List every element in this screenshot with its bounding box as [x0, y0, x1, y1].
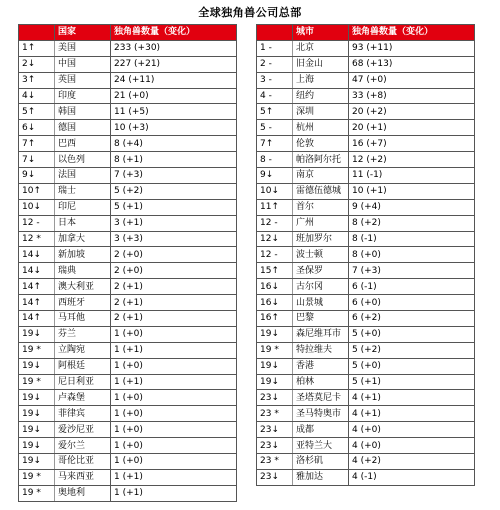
table-row: [19, 438, 237, 454]
table-row: [257, 120, 475, 136]
count-cell: 5 (+0): [349, 326, 475, 342]
table-row: [19, 263, 237, 279]
name-cell: 巴黎: [293, 311, 349, 327]
rank-cell: 19 *: [19, 342, 55, 358]
rank-cell: 19↓: [19, 454, 55, 470]
rank-cell: 19↓: [19, 326, 55, 342]
count-cell: 47 (+0): [349, 72, 475, 88]
rank-cell: 19↓: [19, 358, 55, 374]
rank-cell: 19 *: [19, 485, 55, 501]
table-row: [19, 469, 237, 485]
count-cell: 2 (+0): [111, 263, 237, 279]
rank-cell: 9↓: [257, 168, 293, 184]
table-row: [257, 88, 475, 104]
count-cell: 4 (+0): [349, 438, 475, 454]
rank-cell: 2↓: [19, 56, 55, 72]
count-cell: 2 (+0): [111, 247, 237, 263]
rank-cell: 16↑: [257, 311, 293, 327]
count-cell: 4 (+2): [349, 454, 475, 470]
table-row: [19, 56, 237, 72]
page-title: 全球独角兽公司总部: [198, 6, 302, 19]
name-cell: 菲律宾: [55, 406, 111, 422]
count-cell: 10 (+1): [349, 183, 475, 199]
count-cell: 20 (+1): [349, 120, 475, 136]
city-header: 城市: [293, 25, 349, 41]
name-cell: 英国: [55, 72, 111, 88]
rank-cell: 12 *: [19, 231, 55, 247]
table-row: [19, 311, 237, 327]
rank-cell: 12 -: [257, 215, 293, 231]
count-cell: 1 (+1): [111, 469, 237, 485]
table-row: [257, 247, 475, 263]
table-row: [19, 120, 237, 136]
count-header: 独角兽数量（变化）: [349, 25, 475, 41]
table-row: [257, 183, 475, 199]
table-row: [257, 56, 475, 72]
name-cell: 日本: [55, 215, 111, 231]
count-cell: 6 (-1): [349, 279, 475, 295]
name-cell: 尼日利亚: [55, 374, 111, 390]
name-cell: 北京: [293, 40, 349, 56]
name-cell: 圣马特奥市: [293, 406, 349, 422]
name-cell: 美国: [55, 40, 111, 56]
count-cell: 6 (+2): [349, 311, 475, 327]
rank-cell: 11↑: [257, 199, 293, 215]
name-cell: 阿根廷: [55, 358, 111, 374]
count-cell: 12 (+2): [349, 152, 475, 168]
rank-cell: 10↓: [257, 183, 293, 199]
name-cell: 印尼: [55, 199, 111, 215]
count-cell: 1 (+0): [111, 326, 237, 342]
table-row: [257, 72, 475, 88]
name-cell: 瑞士: [55, 183, 111, 199]
name-cell: 山景城: [293, 295, 349, 311]
table-row: [257, 215, 475, 231]
rank-cell: 19↓: [257, 326, 293, 342]
table-row: [19, 136, 237, 152]
rank-cell: 1 -: [257, 40, 293, 56]
table-row: [257, 390, 475, 406]
count-cell: 6 (+0): [349, 295, 475, 311]
rank-cell: 12 -: [257, 247, 293, 263]
count-cell: 1 (+0): [111, 390, 237, 406]
name-cell: 广州: [293, 215, 349, 231]
name-cell: 南京: [293, 168, 349, 184]
name-cell: 森尼维耳市: [293, 326, 349, 342]
table-row: [19, 183, 237, 199]
name-cell: 上海: [293, 72, 349, 88]
count-cell: 1 (+0): [111, 406, 237, 422]
count-cell: 2 (+1): [111, 279, 237, 295]
count-cell: 1 (+0): [111, 358, 237, 374]
rank-cell: 4↓: [19, 88, 55, 104]
name-cell: 立陶宛: [55, 342, 111, 358]
rank-cell: 2 -: [257, 56, 293, 72]
name-cell: 亚特兰大: [293, 438, 349, 454]
rank-header: [19, 25, 55, 41]
table-row: [19, 342, 237, 358]
count-header: 独角兽数量（变化）: [111, 25, 237, 41]
count-cell: 1 (+0): [111, 454, 237, 470]
name-cell: 中国: [55, 56, 111, 72]
name-cell: 马耳他: [55, 311, 111, 327]
rank-cell: 16↓: [257, 279, 293, 295]
table-row: [257, 326, 475, 342]
rank-cell: 23 *: [257, 406, 293, 422]
count-cell: 5 (+2): [111, 183, 237, 199]
count-cell: 11 (+5): [111, 104, 237, 120]
name-cell: 法国: [55, 168, 111, 184]
name-cell: 印度: [55, 88, 111, 104]
rank-cell: 14↑: [19, 279, 55, 295]
count-cell: 3 (+1): [111, 215, 237, 231]
rank-cell: 7↑: [19, 136, 55, 152]
count-cell: 8 (-1): [349, 231, 475, 247]
count-cell: 9 (+4): [349, 199, 475, 215]
city-table: [256, 24, 475, 486]
count-cell: 3 (+3): [111, 231, 237, 247]
table-row: [257, 199, 475, 215]
count-cell: 1 (+1): [111, 374, 237, 390]
name-cell: 旧金山: [293, 56, 349, 72]
count-cell: 7 (+3): [111, 168, 237, 184]
table-row: [257, 40, 475, 56]
count-cell: 2 (+1): [111, 311, 237, 327]
rank-cell: 14↓: [19, 247, 55, 263]
city-table-header: [257, 25, 475, 41]
rank-cell: 3 -: [257, 72, 293, 88]
count-cell: 4 (-1): [349, 469, 475, 485]
rank-cell: 19 *: [257, 342, 293, 358]
table-row: [19, 422, 237, 438]
table-row: [257, 311, 475, 327]
name-cell: 巴西: [55, 136, 111, 152]
rank-cell: 3↑: [19, 72, 55, 88]
name-cell: 香港: [293, 358, 349, 374]
count-cell: 5 (+2): [349, 342, 475, 358]
count-cell: 8 (+4): [111, 136, 237, 152]
name-cell: 成都: [293, 422, 349, 438]
name-cell: 班加罗尔: [293, 231, 349, 247]
name-cell: 以色列: [55, 152, 111, 168]
table-row: [19, 326, 237, 342]
table-row: [19, 374, 237, 390]
table-row: [257, 152, 475, 168]
count-cell: 8 (+2): [349, 215, 475, 231]
table-row: [257, 469, 475, 485]
name-cell: 深圳: [293, 104, 349, 120]
count-cell: 227 (+21): [111, 56, 237, 72]
table-row: [257, 406, 475, 422]
table-row: [19, 72, 237, 88]
count-cell: 2 (+1): [111, 295, 237, 311]
rank-cell: 19↓: [19, 390, 55, 406]
name-cell: 首尔: [293, 199, 349, 215]
rank-cell: 5↑: [257, 104, 293, 120]
table-row: [19, 231, 237, 247]
name-cell: 澳大利亚: [55, 279, 111, 295]
rank-cell: 1↑: [19, 40, 55, 56]
count-cell: 5 (+1): [349, 374, 475, 390]
table-row: [257, 454, 475, 470]
table-row: [19, 88, 237, 104]
name-cell: 特拉维夫: [293, 342, 349, 358]
count-cell: 24 (+11): [111, 72, 237, 88]
name-cell: 伦敦: [293, 136, 349, 152]
count-cell: 1 (+0): [111, 438, 237, 454]
rank-cell: 10↓: [19, 199, 55, 215]
name-cell: 芬兰: [55, 326, 111, 342]
name-cell: 加拿大: [55, 231, 111, 247]
name-cell: 爱沙尼亚: [55, 422, 111, 438]
table-row: [257, 168, 475, 184]
table-row: [19, 104, 237, 120]
name-cell: 洛杉矶: [293, 454, 349, 470]
name-cell: 圣保罗: [293, 263, 349, 279]
rank-cell: 9↓: [19, 168, 55, 184]
name-cell: 韩国: [55, 104, 111, 120]
name-cell: 圣塔莫尼卡: [293, 390, 349, 406]
rank-cell: 19↓: [257, 358, 293, 374]
rank-cell: 23↓: [257, 469, 293, 485]
table-row: [257, 295, 475, 311]
rank-cell: 7↓: [19, 152, 55, 168]
table-row: [19, 168, 237, 184]
count-cell: 93 (+11): [349, 40, 475, 56]
rank-cell: 14↑: [19, 295, 55, 311]
rank-cell: 19 *: [19, 469, 55, 485]
rank-cell: 14↑: [19, 311, 55, 327]
name-cell: 瑞典: [55, 263, 111, 279]
count-cell: 16 (+7): [349, 136, 475, 152]
name-cell: 帕洛阿尔托: [293, 152, 349, 168]
name-cell: 杭州: [293, 120, 349, 136]
rank-cell: 14↓: [19, 263, 55, 279]
table-row: [257, 279, 475, 295]
table-row: [19, 152, 237, 168]
rank-cell: 12↓: [257, 231, 293, 247]
rank-cell: 23↓: [257, 438, 293, 454]
count-cell: 8 (+0): [349, 247, 475, 263]
table-row: [19, 279, 237, 295]
table-row: [19, 454, 237, 470]
name-cell: 纽约: [293, 88, 349, 104]
name-cell: 新加坡: [55, 247, 111, 263]
table-row: [19, 406, 237, 422]
rank-cell: 7↑: [257, 136, 293, 152]
name-cell: 奥地利: [55, 485, 111, 501]
count-cell: 1 (+1): [111, 342, 237, 358]
rank-cell: 8 -: [257, 152, 293, 168]
table-row: [257, 358, 475, 374]
rank-cell: 6↓: [19, 120, 55, 136]
table-row: [19, 215, 237, 231]
rank-cell: 4 -: [257, 88, 293, 104]
rank-cell: 23↓: [257, 422, 293, 438]
name-cell: 波士顿: [293, 247, 349, 263]
table-row: [257, 104, 475, 120]
country-header: 国家: [55, 25, 111, 41]
name-cell: 雅加达: [293, 469, 349, 485]
table-row: [19, 358, 237, 374]
count-cell: 8 (+1): [111, 152, 237, 168]
rank-cell: 19↓: [19, 406, 55, 422]
name-cell: 哥伦比亚: [55, 454, 111, 470]
table-row: [257, 136, 475, 152]
table-row: [257, 342, 475, 358]
name-cell: 西班牙: [55, 295, 111, 311]
table-row: [19, 295, 237, 311]
rank-cell: 15↑: [257, 263, 293, 279]
table-row: [19, 390, 237, 406]
count-cell: 21 (+0): [111, 88, 237, 104]
table-row: [19, 199, 237, 215]
rank-cell: 23 *: [257, 454, 293, 470]
rank-cell: 10↑: [19, 183, 55, 199]
rank-cell: 19 *: [19, 374, 55, 390]
table-row: [19, 40, 237, 56]
name-cell: 柏林: [293, 374, 349, 390]
rank-header: [257, 25, 293, 41]
count-cell: 20 (+2): [349, 104, 475, 120]
rank-cell: 19↓: [19, 438, 55, 454]
country-table-header: [19, 25, 237, 41]
table-row: [19, 485, 237, 501]
name-cell: 马来西亚: [55, 469, 111, 485]
count-cell: 5 (+1): [111, 199, 237, 215]
count-cell: 1 (+1): [111, 485, 237, 501]
count-cell: 4 (+1): [349, 406, 475, 422]
name-cell: 爱尔兰: [55, 438, 111, 454]
count-cell: 10 (+3): [111, 120, 237, 136]
count-cell: 33 (+8): [349, 88, 475, 104]
table-row: [257, 374, 475, 390]
count-cell: 7 (+3): [349, 263, 475, 279]
table-row: [257, 263, 475, 279]
rank-cell: 5 -: [257, 120, 293, 136]
name-cell: 德国: [55, 120, 111, 136]
table-row: [257, 422, 475, 438]
count-cell: 4 (+0): [349, 422, 475, 438]
count-cell: 11 (-1): [349, 168, 475, 184]
table-row: [19, 247, 237, 263]
rank-cell: 16↓: [257, 295, 293, 311]
count-cell: 68 (+13): [349, 56, 475, 72]
rank-cell: 5↑: [19, 104, 55, 120]
rank-cell: 23↓: [257, 390, 293, 406]
table-row: [257, 231, 475, 247]
rank-cell: 19↓: [19, 422, 55, 438]
rank-cell: 19↓: [257, 374, 293, 390]
name-cell: 雷德伍德城: [293, 183, 349, 199]
count-cell: 233 (+30): [111, 40, 237, 56]
country-table: [18, 24, 237, 502]
table-row: [257, 438, 475, 454]
count-cell: 4 (+1): [349, 390, 475, 406]
count-cell: 1 (+0): [111, 422, 237, 438]
name-cell: 古尔冈: [293, 279, 349, 295]
rank-cell: 12 -: [19, 215, 55, 231]
name-cell: 卢森堡: [55, 390, 111, 406]
count-cell: 5 (+0): [349, 358, 475, 374]
